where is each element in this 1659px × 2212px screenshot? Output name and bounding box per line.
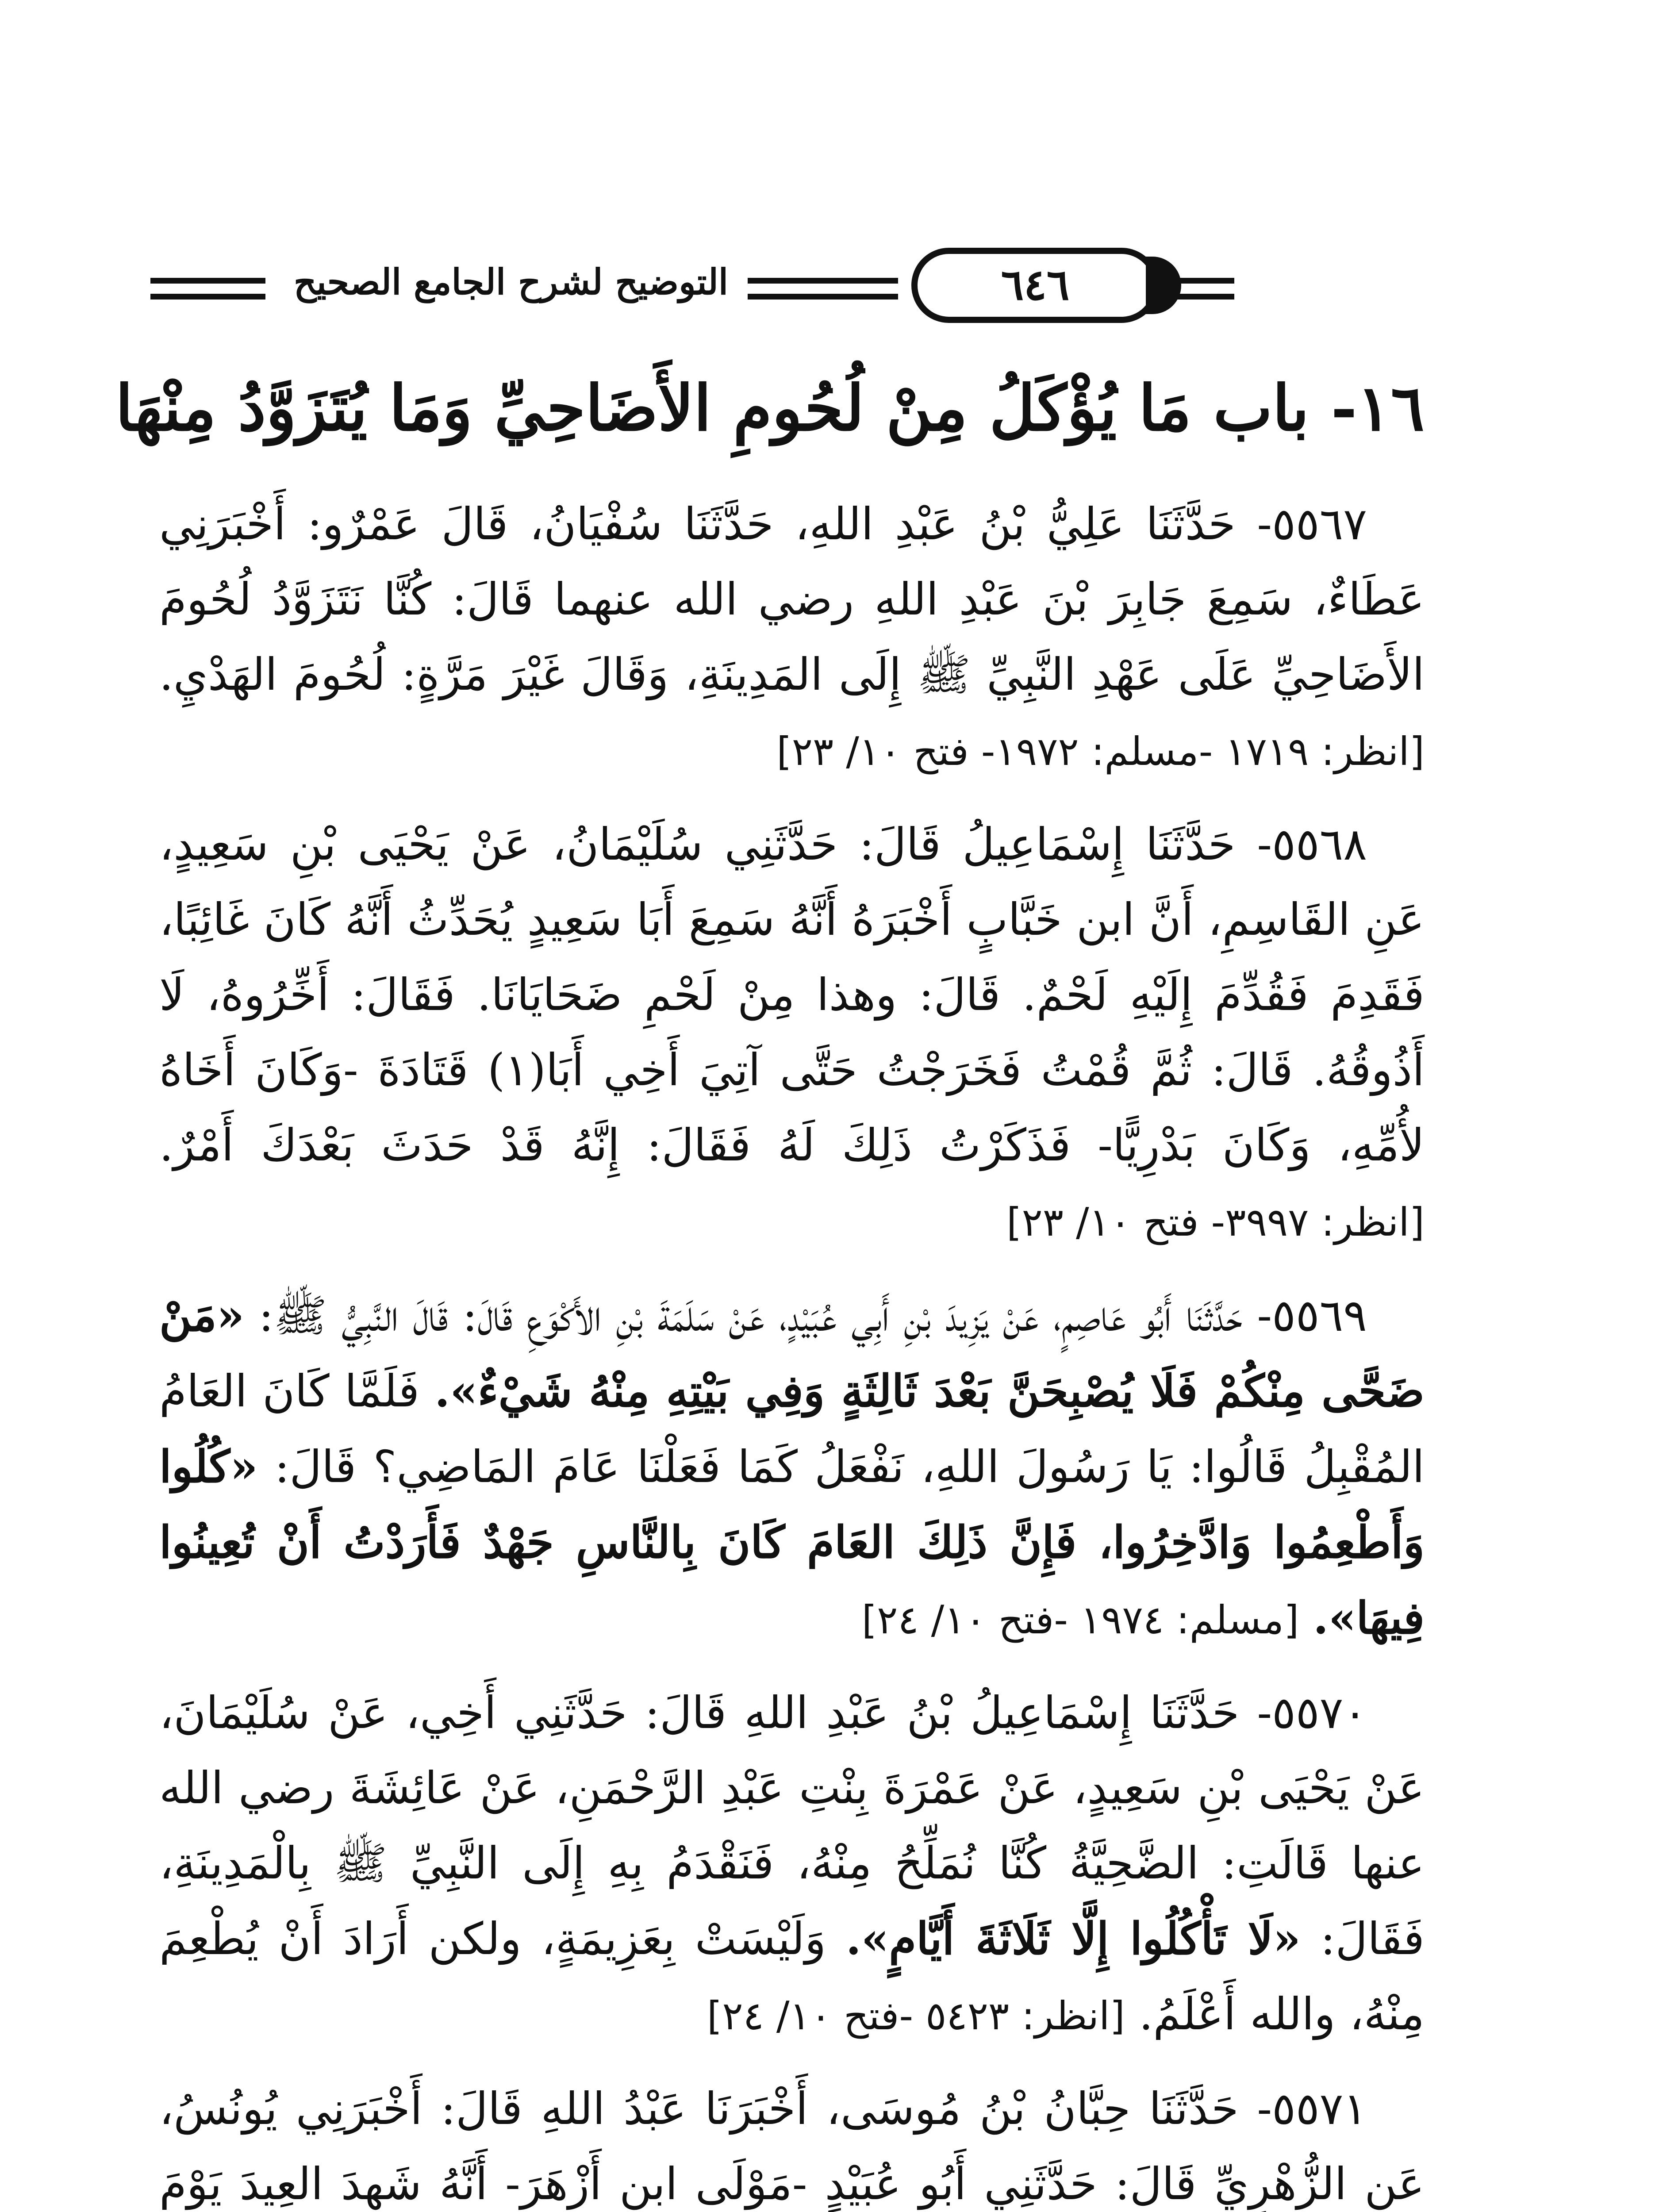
prophetic-quote: «مَنْ ضَحَّى مِنْكُمْ فَلَا يُصْبِحَنَّ بَعْدَ ثَالِثَةٍ وَفِي بَيْتِهِ مِنْهُ شَيْءٌ». [159, 1289, 1425, 1417]
hadith-text: حَدَّثَنَا إِسْمَاعِيلُ بْنُ عَبْدِ اللهِ قَالَ: حَدَّثَنِي أَخِي، عَنْ سُلَيْمَانَ، عَنْ يَحْيَى بْنِ سَعِيدٍ، عَنْ عَمْرَةَ بِنْتِ عَبْدِ الرَّحْمَنِ، عَنْ عَائِشَةَ رضي الله عنها قَالَتِ: الضَّحِيَّةُ كُنَّا نُمَلِّحُ مِنْهُ، فَنَقْدَمُ بِهِ إِلَى النَّبِيِّ ﷺ بِالْمَدِينَةِ، فَقَالَ: [159, 1687, 1425, 1965]
hadith-reference: [انظر: ٣٩٩٧- فتح ١٠/ ٢٣] [1006, 1199, 1425, 1245]
prophetic-quote: «كُلُوا وَأَطْعِمُوا وَادَّخِرُوا، فَإِنَّ ذَلِكَ العَامَ كَانَ بِالنَّاسِ جَهْدٌ فَأَرَدْتُ أَنْ تُعِينُوا فِيهَا». [159, 1440, 1425, 1644]
page-number-badge [911, 248, 1159, 323]
hadith-text: حَدَّثَنَا إِسْمَاعِيلُ قَالَ: حَدَّثَنِي سُلَيْمَانُ، عَنْ يَحْيَى بْنِ سَعِيدٍ، عَنِ القَاسِمِ، أَنَّ ابن خَبَّابٍ أَخْبَرَهُ أَنَّهُ سَمِعَ أَبَا سَعِيدٍ يُحَدِّثُ أَنَّهُ كَانَ غَائِبًا، فَقَدِمَ فَقُدِّمَ إِلَيْهِ لَحْمٌ. قَالَ: وهذا مِنْ لَحْمِ ضَحَايَانَا. فَقَالَ: أَخِّرُوهُ، لَا أَذُوقُهُ. قَالَ: ثُمَّ قُمْتُ فَخَرَجْتُ حَتَّى آتِيَ أَخِي أَبَا(١) قَتَادَةَ -وَكَانَ أَخَاهُ لأُمِّهِ، وَكَانَ بَدْرِيًّا- فَذَكَرْتُ ذَلِكَ لَهُ فَقَالَ: إِنَّهُ قَدْ حَدَثَ بَعْدَكَ أَمْرٌ. [159, 818, 1425, 1171]
header-rule-right [1168, 276, 1234, 303]
hadith-5567 [159, 487, 1425, 789]
page-number: ٦٤٦ [1001, 260, 1070, 310]
hadith-text: حَدَّثَنَا عَلِيُّ بْنُ عَبْدِ اللهِ، حَدَّثَنَا سُفْيَانُ، قَالَ عَمْرٌو: أَخْبَرَنِي عَطَاءٌ، سَمِعَ جَابِرَ بْنَ عَبْدِ اللهِ رضي الله عنهما قَالَ: كُنَّا نَتَزَوَّدُ لُحُومَ الأَضَاحِيِّ عَلَى عَهْدِ النَّبِيِّ ﷺ إِلَى المَدِينَةِ، وَقَالَ غَيْرَ مَرَّةٍ: لُحُومَ الهَدْيِ. [159, 498, 1425, 700]
header-rule-left [150, 276, 265, 303]
main-text [159, 487, 1425, 2212]
chapter-title: ١٦- باب مَا يُؤْكَلُ مِنْ لُحُومِ الأَضَاحِيِّ وَمَا يُتَزَوَّدُ مِنْهَا [115, 372, 1425, 445]
hadith-text: فَلَمَّا كَانَ العَامُ المُقْبِلُ قَالُوا: يَا رَسُولَ اللهِ، نَفْعَلُ كَمَا فَعَلْنَا عَامَ المَاضِي؟ قَالَ: [159, 1365, 1425, 1493]
hadith-reference: [انظر: ١٧١٩ -مسلم: ١٩٧٢- فتح ١٠/ ٢٣] [776, 729, 1425, 774]
hadith-number: ٥٥٦٨- [1257, 818, 1367, 870]
hadith-5571 [159, 2071, 1425, 2212]
hadith-reference: [مسلم: ١٩٧٤ -فتح ١٠/ ٢٤] [861, 1597, 1299, 1643]
hadith-5568 [159, 807, 1425, 1260]
hadith-5569 [159, 1278, 1425, 1658]
hadith-text: حَدَّثَنَا أَبُو عَاصِمٍ، عَنْ يَزِيدَ بْنِ أَبِي عُبَيْدٍ، عَنْ سَلَمَةَ بْنِ الأَكْوَعِ قَالَ: قَالَ النَّبِيُّ ﷺ: [258, 1290, 1243, 1341]
hadith-number: ٥٥٦٧- [1257, 498, 1367, 550]
hadith-number: ٥٥٧١- [1257, 2083, 1367, 2135]
prophetic-quote: «لَا تَأْكُلُوا إِلَّا ثَلَاثَةَ أَيَّامٍ». [845, 1912, 1301, 1965]
hadith-number: ٥٥٦٩- [1257, 1290, 1367, 1341]
running-title: التوضيح لشرح الجامع الصحيح [293, 261, 729, 303]
hadith-reference: [انظر: ٥٤٢٣ -فتح ١٠/ ٢٤] [707, 1993, 1125, 2039]
hadith-number: ٥٥٧٠- [1257, 1687, 1367, 1739]
header-rule-middle [748, 276, 898, 303]
hadith-text: وَلَيْسَتْ بِعَزِيمَةٍ، ولكن أَرَادَ أَنْ يُطْعِمَ مِنْهُ، والله أَعْلَمُ. [159, 1913, 1425, 2040]
hadith-text: حَدَّثَنَا حِبَّانُ بْنُ مُوسَى، أَخْبَرَنَا عَبْدُ اللهِ قَالَ: أَخْبَرَنِي يُونُسُ، عَنِ الزُّهْرِيِّ قَالَ: حَدَّثَنِي أَبُو عُبَيْدٍ -مَوْلَى ابن أَزْهَرَ- أَنَّهُ شَهِدَ العِيدَ يَوْمَ [159, 2083, 1425, 2210]
hadith-5570 [159, 1675, 1425, 2054]
running-header [150, 248, 1442, 332]
